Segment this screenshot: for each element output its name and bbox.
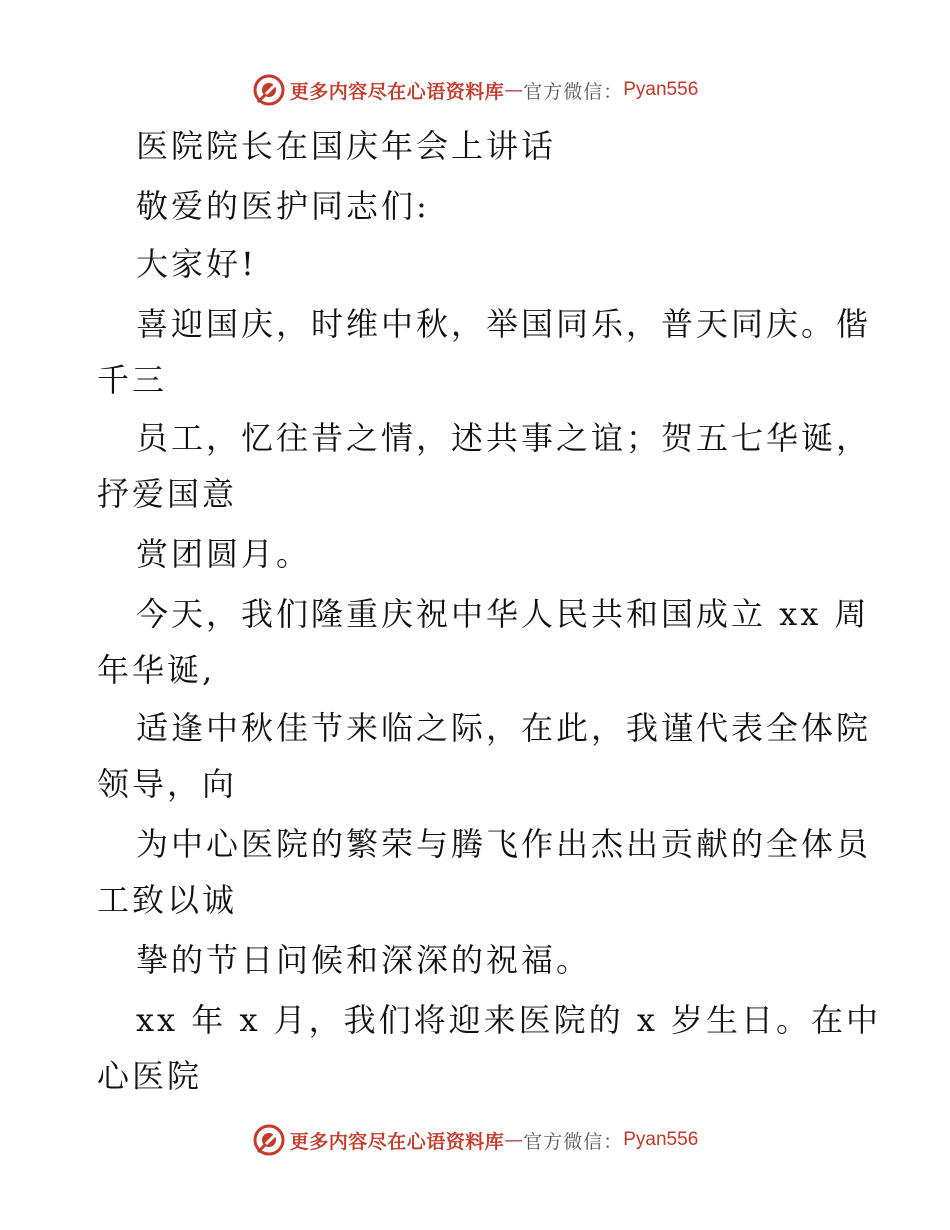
paragraph-line: 抒爱国意 — [97, 475, 238, 513]
logo-icon — [252, 1123, 286, 1157]
footer-banner — [0, 1120, 950, 1160]
banner-dash: — — [504, 1129, 524, 1151]
banner-brand: 更多内容尽在心语资料库 — [289, 80, 505, 103]
paragraph-line: 今天，我们隆重庆祝中华人民共和国成立 xx 周 — [136, 595, 870, 633]
paragraph-line: xx 年 x 月，我们将迎来医院的 x 岁生日。在中 — [136, 1001, 882, 1039]
paragraph-line: 挚的节日问候和深深的祝福。 — [136, 941, 592, 979]
banner-wechat-label: 官方微信： — [523, 1130, 624, 1153]
paragraph-line: 千三 — [97, 361, 168, 399]
paragraph-line: 工致以诚 — [97, 881, 238, 919]
paragraph-line: 适逢中秋佳节来临之际，在此，我谨代表全体院 — [136, 709, 872, 747]
banner-brand: 更多内容尽在心语资料库 — [289, 1130, 505, 1153]
banner-wechat-id: Pyan556 — [623, 79, 699, 100]
banner-wechat-label: 官方微信： — [523, 80, 624, 103]
banner-dash: — — [504, 79, 524, 101]
banner-wechat-id: Pyan556 — [623, 1129, 699, 1150]
logo-icon — [252, 73, 286, 107]
paragraph-line: 员工，忆往昔之情，述共事之谊；贺五七华诞， — [136, 419, 872, 457]
document-title: 医院院长在国庆年会上讲话 — [136, 127, 557, 165]
paragraph-line: 年华诞, — [97, 651, 216, 689]
greeting: 大家好! — [136, 245, 257, 283]
salutation: 敬爱的医护同志们: — [136, 187, 430, 225]
paragraph-line: 喜迎国庆，时维中秋，举国同乐，普天同庆。偕 — [136, 305, 872, 343]
header-banner — [0, 70, 950, 110]
paragraph-line: 领导，向 — [97, 765, 238, 803]
paragraph-line: 赏团圆月。 — [136, 535, 312, 573]
paragraph-line: 为中心医院的繁荣与腾飞作出杰出贡献的全体员 — [136, 825, 872, 863]
paragraph-line: 心医院 — [97, 1057, 203, 1095]
